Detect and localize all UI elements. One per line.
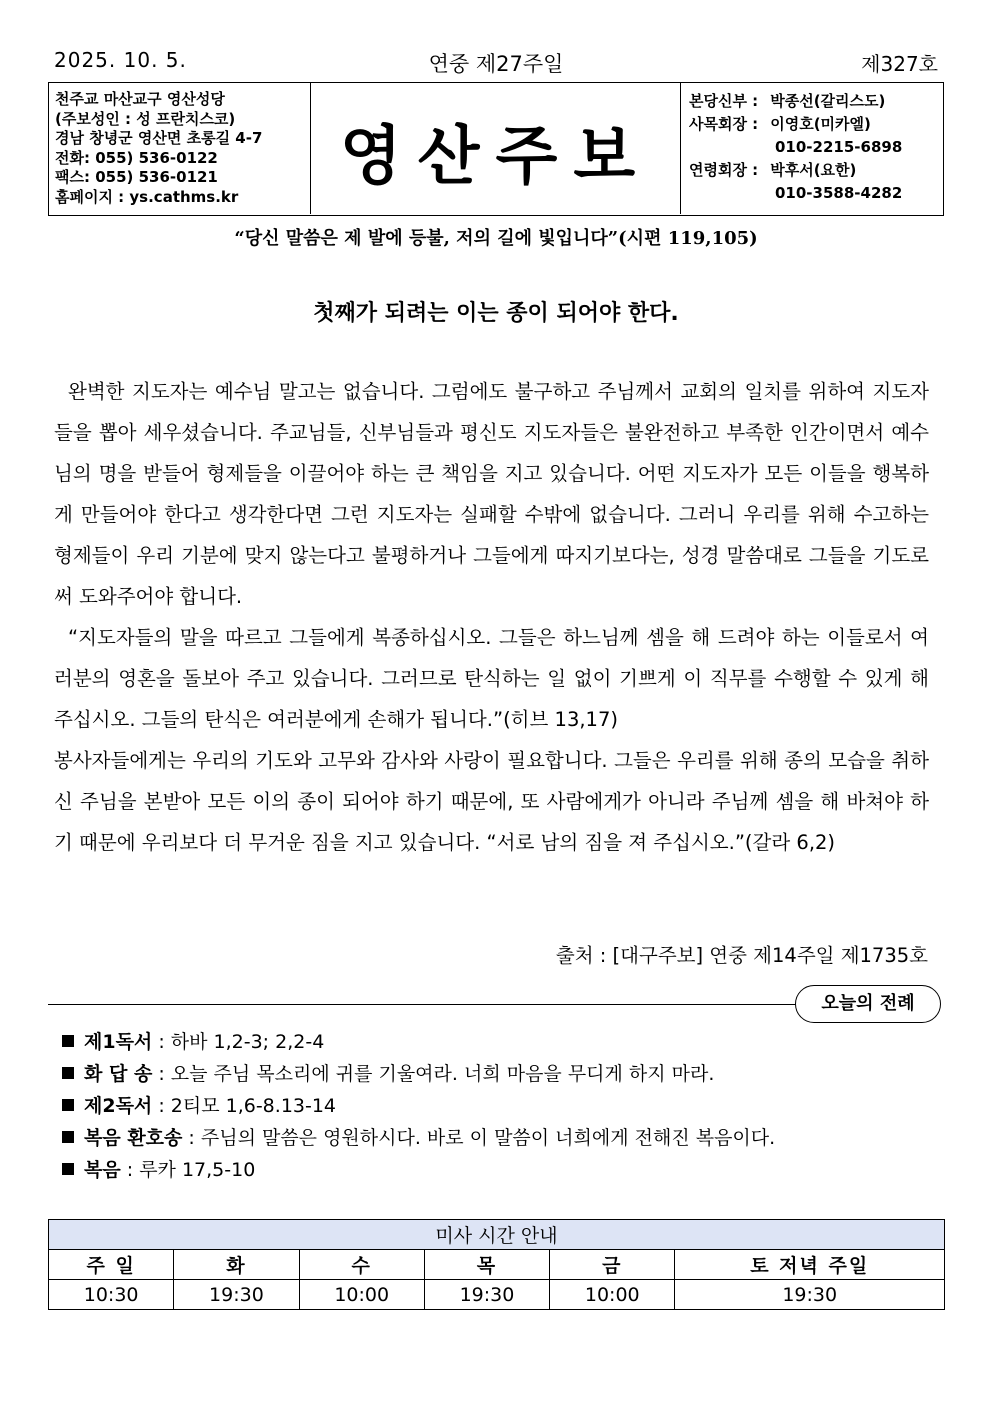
- liturgy-badge: 오늘의 전례: [795, 985, 941, 1023]
- council-name: 이영호(미카엘): [770, 115, 871, 133]
- article-paragraph: “지도자들의 말을 따르고 그들에게 복종하십시오. 그들은 하느님께 셈을 해 드려야 하는 이들로서 여러분의 영혼을 돌보아 주고 있습니다. 그러므로 탄식하는 일 없이 기쁘게 이 직무를 수행할 수 있게 해 주십시오. 그들의 탄식은 여러분에게 손해가 됩니다.”(히브 13,17): [54, 626, 929, 731]
- reading-label: 복음 환호송: [84, 1127, 183, 1149]
- contacts: [681, 83, 943, 214]
- reading-text: : 주님의 말씀은 영원하시다. 바로 이 말씀이 너희에게 전해진 복음이다.: [182, 1127, 776, 1149]
- federation-label: 연령회장 :: [689, 161, 759, 179]
- article-paragraph: 완벽한 지도자는 예수님 말고는 없습니다. 그럼에도 불구하고 주님께서 교회의 일치를 위하여 지도자들을 뽑아 세우셨습니다. 주교님들, 신부님들과 평신도 지도자들은 불완전하고 부족한 인간이면서 예수님의 명을 받들어 형제들을 이끌어야 하는 큰 책임을 지고 있습니다. 어떤 지도자가 모든 이들을 행복하게 만들어야 한다고 생각한다면 그런 지도자는 실패할 수밖에 없습니다. 그러니 우리를 위해 수고하는 형제들이 우리 기분에 맞지 않는다고 불평하거나 그들에게 따지기보다는, 성경 말씀대로 그들을 기도로써 도와주어야 합니다.: [54, 380, 929, 608]
- parish-address: 경남 창녕군 영산면 초롱길 4-7: [55, 129, 263, 148]
- parish-fax: 팩스: 055) 536-0121: [55, 168, 218, 187]
- parish-name: 천주교 마산교구 영산성당: [55, 90, 225, 108]
- day-cell: 금: [550, 1250, 675, 1280]
- article-body: [54, 371, 929, 863]
- top-info-line: [48, 48, 944, 78]
- reading-item: [62, 1122, 922, 1154]
- time-cell: 19:30: [424, 1280, 549, 1310]
- day-cell: 목: [424, 1250, 549, 1280]
- bullet-square-icon: [62, 1035, 74, 1047]
- reading-label: 화 답 송: [84, 1063, 153, 1085]
- masthead: [48, 82, 944, 216]
- section-divider: [48, 1004, 796, 1005]
- reading-item: [62, 1026, 922, 1058]
- reading-text: : 하바 1,2-3; 2,2-4: [152, 1031, 325, 1053]
- council-label: 사목회장 :: [689, 115, 759, 133]
- bullet-square-icon: [62, 1067, 74, 1079]
- reading-label: 제2독서: [84, 1095, 153, 1117]
- pastor-name: 박종선(갈리스도): [770, 92, 886, 110]
- parish-phone: 전화: 055) 536-0122: [55, 148, 218, 167]
- reading-item: [62, 1058, 922, 1090]
- time-cell: 10:30: [49, 1280, 174, 1310]
- mass-times-table: [48, 1219, 945, 1310]
- bulletin-logo: 영산주보: [339, 119, 652, 194]
- reading-item: [62, 1090, 922, 1122]
- time-cell: 19:30: [174, 1280, 299, 1310]
- liturgical-week: 연중 제27주일: [428, 52, 564, 76]
- masthead-logo-box: [311, 83, 681, 214]
- bullet-square-icon: [62, 1099, 74, 1111]
- time-cell: 10:00: [550, 1280, 675, 1310]
- day-cell: 토 저녁 주일: [675, 1250, 945, 1280]
- day-cell: 수: [299, 1250, 424, 1280]
- federation-name: 박후서(요한): [770, 161, 857, 179]
- reading-label: 제1독서: [84, 1031, 153, 1053]
- issue-date: 2025. 10. 5.: [54, 48, 187, 72]
- table-row: [49, 1250, 945, 1280]
- pastor-label: 본당신부 :: [689, 92, 759, 110]
- reading-item: [62, 1154, 922, 1186]
- scripture-motto: “당신 말씀은 제 발에 등불, 저의 길에 빛입니다”(시편 119,105): [234, 228, 758, 249]
- parish-homepage: 홈페이지 : ys.cathms.kr: [55, 187, 239, 206]
- bullet-square-icon: [62, 1163, 74, 1175]
- council-phone: 010-2215-6898: [775, 138, 903, 156]
- reading-text: : 오늘 주님 목소리에 귀를 기울여라. 너희 마음을 무디게 하지 마라.: [152, 1063, 715, 1085]
- day-cell: 주 일: [49, 1250, 174, 1280]
- issue-number: 제327호: [861, 52, 938, 76]
- parish-info: [49, 83, 311, 214]
- federation-phone: 010-3588-4282: [775, 184, 903, 202]
- federation-row: [689, 159, 943, 182]
- mass-times-title: 미사 시간 안내: [49, 1220, 945, 1250]
- time-cell: 10:00: [299, 1280, 424, 1310]
- liturgy-readings: [62, 1026, 922, 1186]
- reading-label: 복음: [84, 1159, 121, 1181]
- table-row: [49, 1280, 945, 1310]
- bullet-square-icon: [62, 1131, 74, 1143]
- article-source: 출처 : [대구주보] 연중 제14주일 제1735호: [555, 944, 928, 967]
- article-title: 첫째가 되려는 이는 종이 되어야 한다.: [313, 301, 679, 326]
- time-cell: 19:30: [675, 1280, 945, 1310]
- patron-saint: (주보성인 : 성 프란치스코): [55, 109, 236, 128]
- pastor-row: [689, 90, 943, 113]
- article-paragraph: 봉사자들에게는 우리의 기도와 고무와 감사와 사랑이 필요합니다. 그들은 우리를 위해 종의 모습을 취하신 주님을 본받아 모든 이의 종이 되어야 하기 때문에, 또 사람에게가 아니라 주님께 셈을 해 바쳐야 하기 때문에 우리보다 더 무거운 짐을 지고 있습니다. “서로 남의 짐을 져 주십시오.”(갈라 6,2): [54, 749, 929, 854]
- reading-text: : 2티모 1,6-8.13-14: [152, 1095, 337, 1117]
- table-title-row: [49, 1220, 945, 1250]
- day-cell: 화: [174, 1250, 299, 1280]
- council-row: [689, 113, 943, 136]
- reading-text: : 루카 17,5-10: [120, 1159, 256, 1181]
